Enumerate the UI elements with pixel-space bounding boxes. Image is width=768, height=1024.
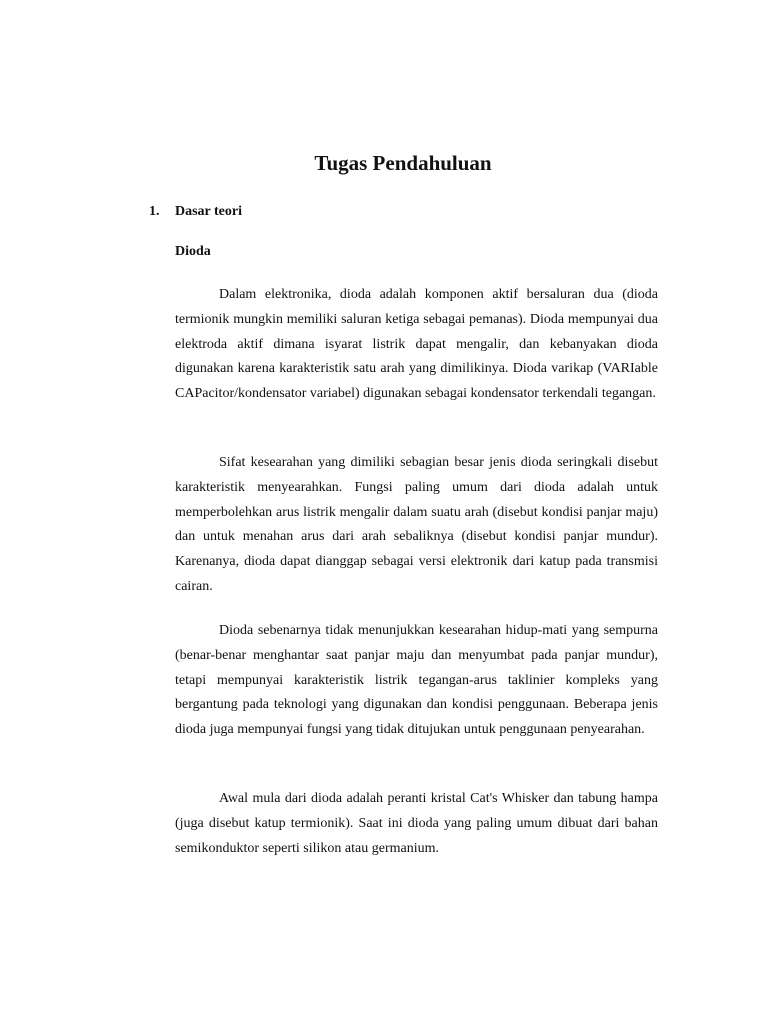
paragraph: Awal mula dari dioda adalah peranti kristal Cat's Whisker dan tabung hampa (juga disebut katup termionik). Saat ini dioda yang paling umum dibuat dari bahan semikonduktor seperti silikon atau germanium. bbox=[175, 791, 658, 856]
page-title: Tugas Pendahuluan bbox=[314, 151, 492, 175]
section-number: 1. bbox=[149, 204, 160, 219]
paragraph: Dioda sebenarnya tidak menunjukkan kesearahan hidup-mati yang sempurna (benar-benar menghantar saat panjar maju dan menyumbat pada panjar mundur), tetapi mempunyai karakteristik listrik tegangan-arus taklinier kompleks yang bergantung pada teknologi yang digunakan dan kondisi penggunaan. Beberapa jenis dioda juga mempunyai fungsi yang tidak ditujukan untuk penggunaan penyearahan. bbox=[175, 623, 658, 738]
section-title: Dasar teori bbox=[175, 204, 242, 219]
paragraph: Dalam elektronika, dioda adalah komponen aktif bersaluran dua (dioda termionik mungkin memiliki saluran ketiga sebagai pemanas). Dioda mempunyai dua elektroda aktif dimana isyarat listrik dapat mengalir, dan kebanyakan dioda digunakan karena karakteristik satu arah yang dimilikinya. Dioda varikap (VARIable CAPacitor/kondensator variabel) digunakan sebagai kondensator terkendali tegangan. bbox=[175, 287, 658, 402]
subheading: Dioda bbox=[175, 244, 211, 259]
paragraph: Sifat kesearahan yang dimiliki sebagian besar jenis dioda seringkali disebut karakteristik menyearahkan. Fungsi paling umum dari dioda adalah untuk memperbolehkan arus listrik mengalir dalam suatu arah (disebut kondisi panjar maju) dan untuk menahan arus dari arah sebaliknya (disebut kondisi panjar mundur). Karenanya, dioda dapat dianggap sebagai versi elektronik dari katup pada transmisi cairan. bbox=[175, 455, 658, 594]
